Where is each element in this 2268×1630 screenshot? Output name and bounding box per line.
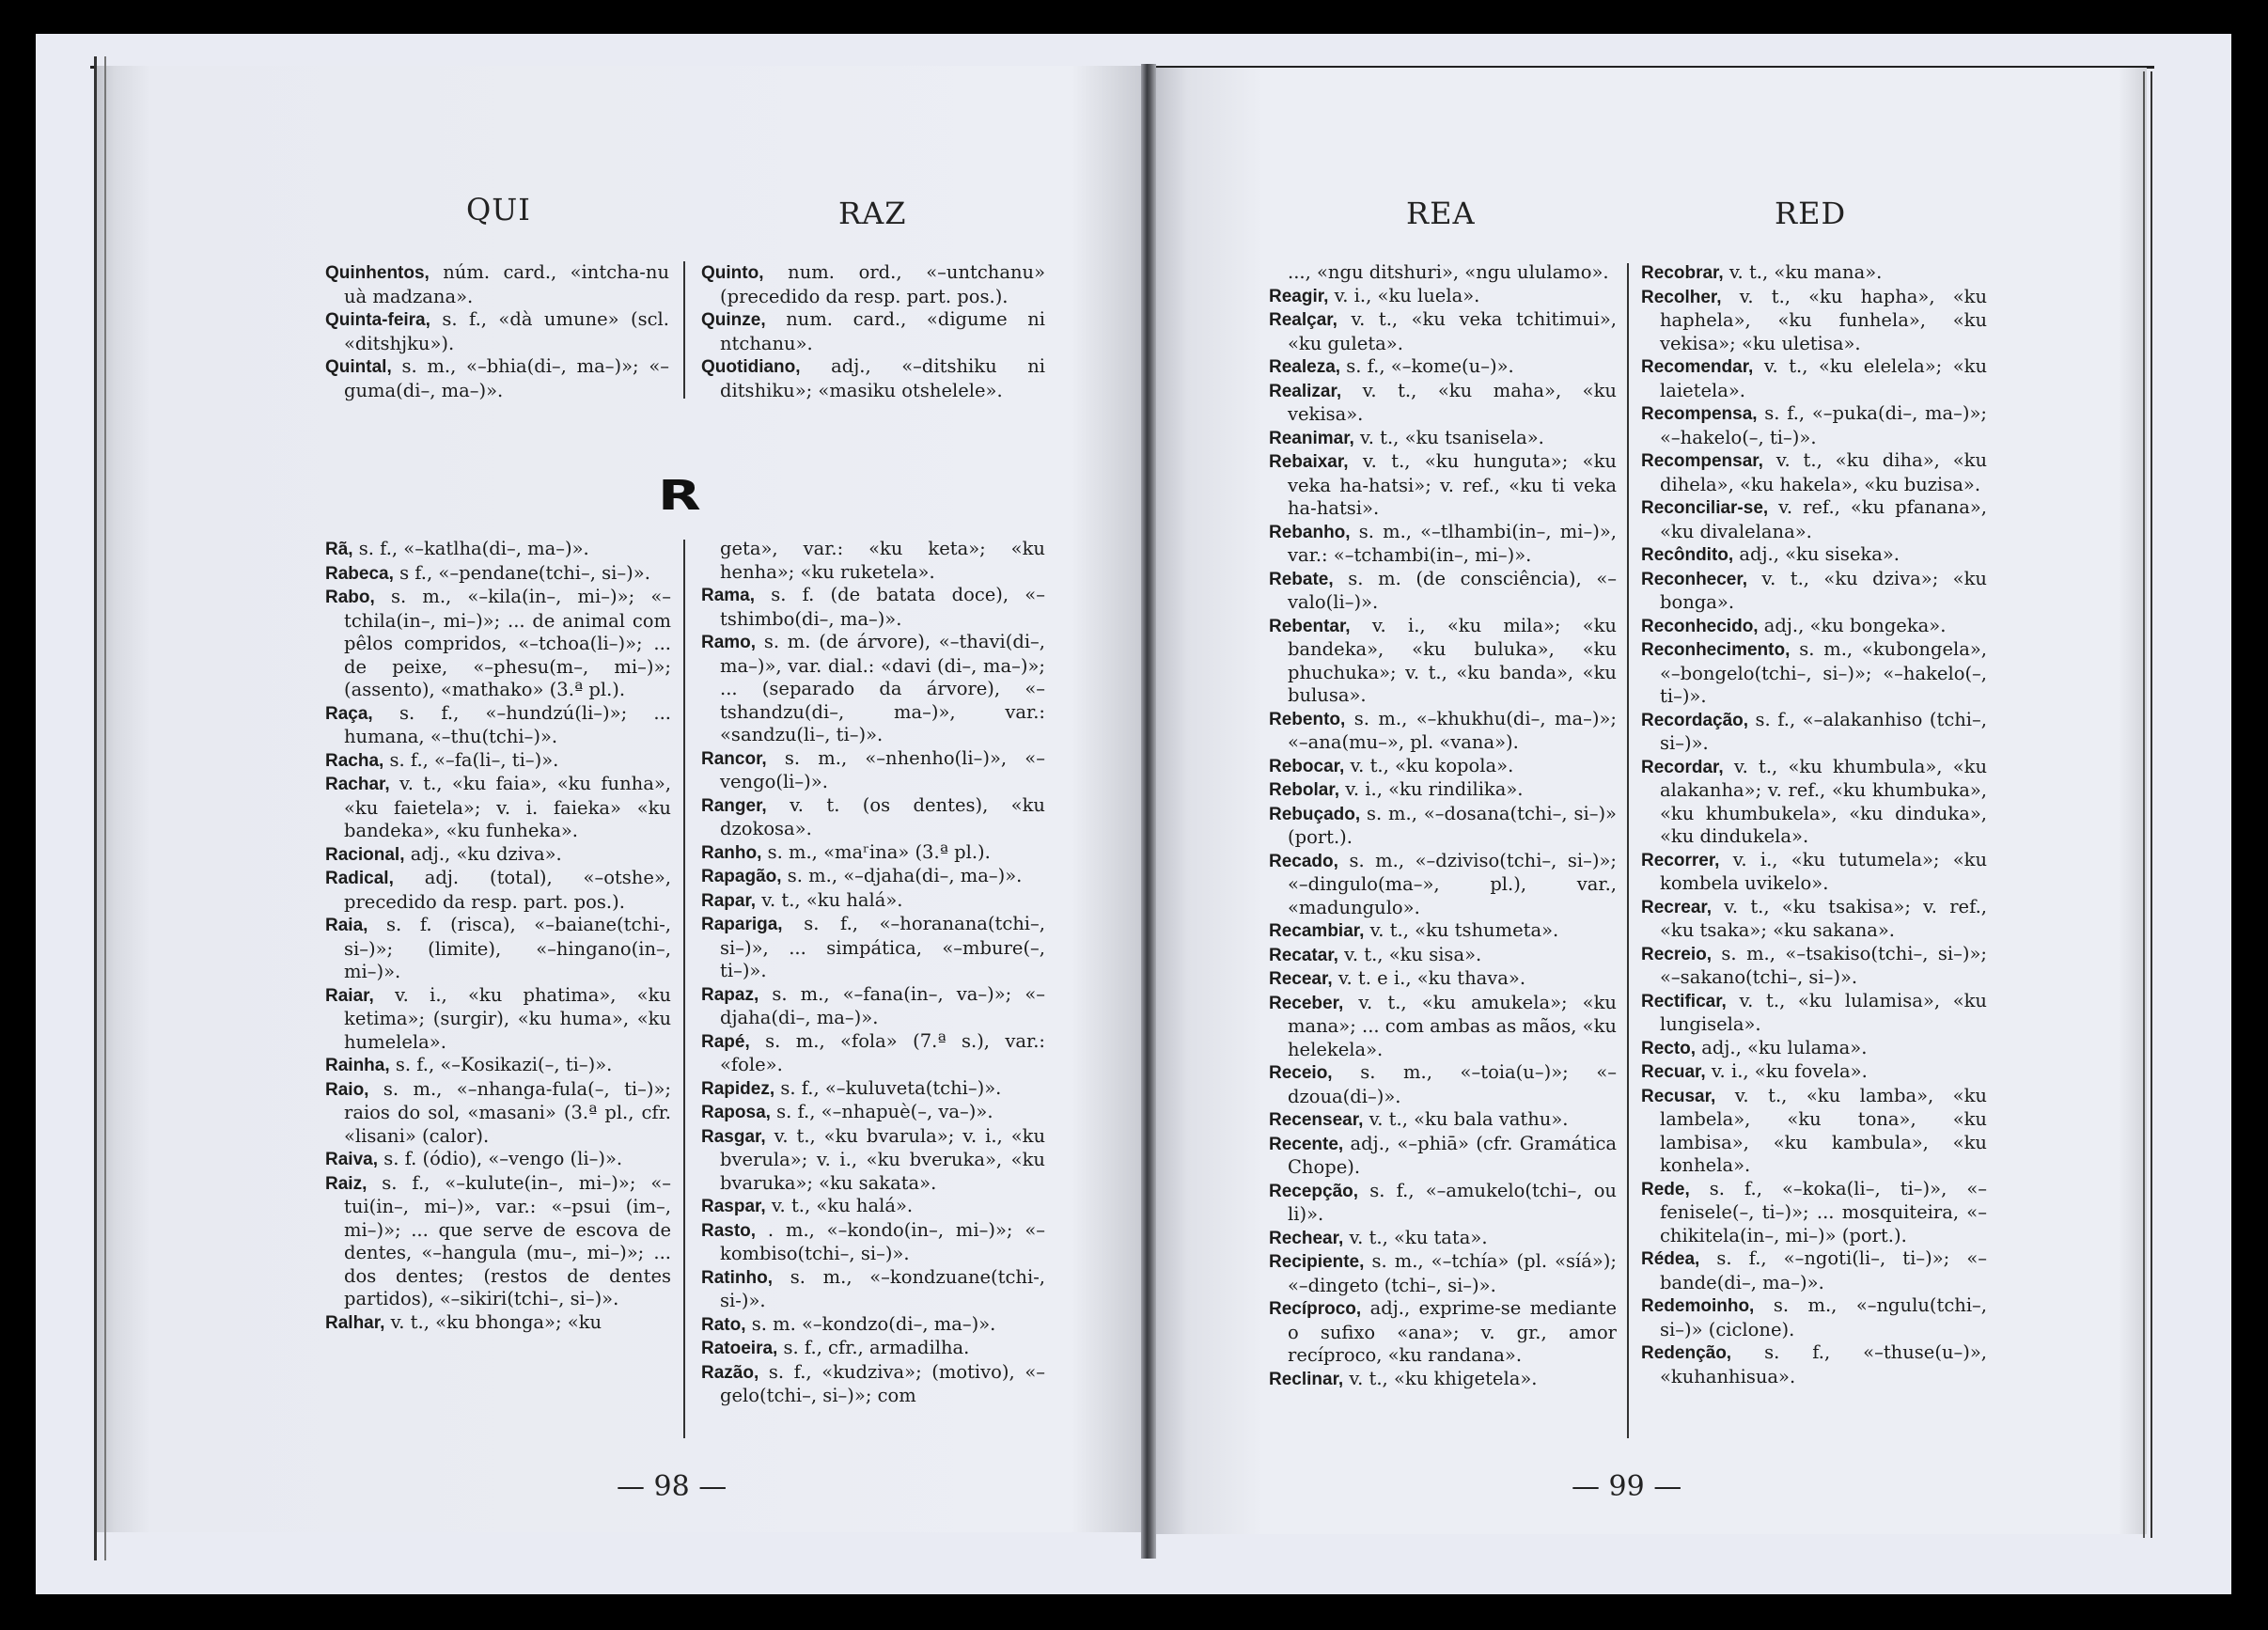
entry-headword: Rancor, xyxy=(701,748,767,769)
dictionary-entry xyxy=(701,983,1045,1030)
entry-definition: s. f., «–nhapuè(–, va–)». xyxy=(776,1101,993,1122)
entry-definition: s. f., «–kuluveta(tchi–)». xyxy=(780,1076,1002,1099)
entry-definition: v. t., «ku diha», «ku dihela», «ku hakela», «ku buzisa». xyxy=(1660,449,1988,495)
header-right-page-right: RED xyxy=(1775,196,1847,231)
dictionary-entry xyxy=(1269,944,1617,968)
entry-definition: s. m., «–tlhambi(in–, mi–)», var.: «–tchambi(in–, mi–)». xyxy=(1288,520,1617,566)
entry-definition: s. f., «–puka(di–, ma–)»; «–hakelo(–, ti–)». xyxy=(1660,402,1987,448)
entry-headword: Reconhecimento, xyxy=(1641,640,1791,660)
entry-headword: Recatar, xyxy=(1269,945,1338,965)
entry-definition: s. m., «–nhanga-fula(–, ti–)»; raios do sol, «masani» (3.ª pl., cfr. «lisani» (calor). xyxy=(344,1077,672,1147)
dictionary-entry xyxy=(1269,1250,1617,1297)
section-letter: R xyxy=(658,472,699,520)
entry-headword: Realeza, xyxy=(1269,357,1341,377)
entry-headword: Recobrar, xyxy=(1641,263,1724,283)
entry-definition: v. t., «ku halá». xyxy=(771,1195,914,1216)
entry-definition: s. f., «–horanana(tchi–, si–)», ... simpática, «–mbure(–, ti–)». xyxy=(720,913,1045,981)
dictionary-entry xyxy=(1269,261,1617,285)
dictionary-entry xyxy=(1641,496,1987,543)
entry-headword: Recusar, xyxy=(1641,1086,1716,1106)
book-gutter xyxy=(1141,64,1156,1559)
dictionary-entry xyxy=(1641,1060,1987,1085)
entry-definition: num. card., «digume ni ntchanu». xyxy=(720,308,1045,354)
dictionary-entry xyxy=(1641,543,1987,568)
dictionary-entry xyxy=(1269,1180,1617,1227)
dictionary-entry xyxy=(701,1313,1045,1338)
dictionary-entry xyxy=(1641,709,1987,756)
entry-headword: Recado, xyxy=(1269,851,1338,871)
dictionary-entry xyxy=(1269,992,1617,1062)
entry-definition: v. t., «ku tshumeta». xyxy=(1369,919,1559,941)
dictionary-entry xyxy=(1269,1061,1617,1108)
entry-headword: Recambiar, xyxy=(1269,921,1365,941)
entry-definition: v. t., «ku faia», «ku funha», «ku faietela»; v. i. faieka» «ku bandeka», «ku funheka». xyxy=(344,773,671,841)
dictionary-entry xyxy=(1269,427,1617,451)
entry-definition: v. t., «ku lamba», «ku lambela», «ku tona», «ku lambisa», «ku kambula», «ku konhela». xyxy=(1660,1084,1987,1176)
dictionary-entry xyxy=(701,308,1045,355)
entry-definition: s. m., «maʳina» (3.ª pl.). xyxy=(767,840,991,863)
dictionary-entry xyxy=(1269,803,1617,850)
entry-headword: Rasgar, xyxy=(701,1126,766,1147)
entry-definition: v. t., «ku hapha», «ku haphela», «ku funhela», «ku vekisa»; «ku uletisa». xyxy=(1660,285,1987,354)
entry-definition: s. m., «–djaha(di–, ma–)». xyxy=(787,865,1023,886)
entry-headword: Rapé, xyxy=(701,1031,750,1052)
entry-headword: Rabeca, xyxy=(325,563,394,584)
entry-definition: s. f., «–amukelo(tchi–, ou li)». xyxy=(1288,1179,1617,1225)
dictionary-entry xyxy=(1641,943,1987,990)
entry-headword: Raiar, xyxy=(325,985,374,1006)
entry-headword: Recear, xyxy=(1269,969,1333,989)
dictionary-entry xyxy=(325,355,669,402)
dictionary-entry xyxy=(701,631,1045,747)
entry-definition: s. f., «kudziva»; (motivo), «–gelo(tchi–, si–)»; com xyxy=(720,1360,1045,1406)
entry-definition: v. t., «ku tata». xyxy=(1349,1226,1488,1248)
dictionary-entry xyxy=(1641,286,1987,356)
entry-headword: Reconhecer, xyxy=(1641,569,1747,589)
entry-headword: Ratoeira, xyxy=(701,1339,778,1358)
dictionary-entry xyxy=(1641,1247,1987,1294)
entry-definition: s. m., «–tsakiso(tchi–, si–)»; «–sakano(tchi–, si–)». xyxy=(1660,942,1987,988)
entry-headword: Rede, xyxy=(1641,1179,1690,1199)
entry-headword: Recompensar, xyxy=(1641,451,1763,471)
entry-definition: adj. (total), «–otshe», precedido da resp. part. pos.). xyxy=(344,867,672,913)
dictionary-entry xyxy=(701,889,1045,914)
entry-headword: Raiva, xyxy=(325,1150,378,1169)
entry-definition: s. m. (de árvore), «–thavi(di–, ma–)», var. dial.: «davi (di–, ma–)»; ... (separado da árvore), «–tshandzu(di–, ma–)», var.: «sandzu(li–, ti–)». xyxy=(720,631,1046,745)
dictionary-entry xyxy=(701,355,1045,402)
right-column-2 xyxy=(1641,261,1987,1388)
entry-definition: . m., «–kondo(in–, mi–)»; «–kombiso(tchi–, si–)». xyxy=(720,1218,1045,1264)
dictionary-entry xyxy=(1269,615,1617,708)
dictionary-entry xyxy=(325,843,671,868)
dictionary-entry xyxy=(1641,1178,1987,1248)
entry-definition: v. ref., «ku pfanana», «ku divalelana». xyxy=(1660,496,1987,542)
entry-headword: Recíproco, xyxy=(1269,1299,1362,1319)
entry-definition: s. m. «–kondzo(di–, ma–)». xyxy=(751,1312,996,1335)
entry-headword: Recrear, xyxy=(1641,897,1713,917)
entry-headword: Redenção, xyxy=(1641,1343,1732,1363)
entry-definition: v. t., «ku bvarula»; v. i., «ku bverula»; v. i., «ku bveruka», «ku bvaruka»; «ku sakata». xyxy=(720,1124,1046,1194)
entry-definition: s. f. (ódio), «–vengo (li–)». xyxy=(383,1148,623,1169)
dictionary-entry xyxy=(325,562,671,587)
left-page-edge xyxy=(94,56,106,1560)
entry-headword: Realizar, xyxy=(1269,381,1342,401)
entry-definition: adj., «ku lulama». xyxy=(1701,1036,1868,1058)
dictionary-entry xyxy=(325,984,671,1055)
entry-headword: Recipiente, xyxy=(1269,1252,1365,1272)
entry-definition: s. f., «–Kosikazi(–, ti–)». xyxy=(395,1054,613,1075)
entry-headword: Rapagão, xyxy=(701,867,782,886)
entry-headword: Recolher, xyxy=(1641,287,1722,307)
entry-definition: v. t., «ku tsakisa»; v. ref., «ku tsaka»; «ku sakana». xyxy=(1660,895,1987,941)
column-rule xyxy=(683,261,685,399)
dictionary-entry xyxy=(1641,849,1987,896)
entry-headword: Ranho, xyxy=(701,842,762,863)
dictionary-entry xyxy=(325,773,671,843)
entry-definition: s. f. (risca), «–baiane(tchi-, si–)»; (limite), «–hingano(in–, mi–)». xyxy=(344,914,671,982)
dictionary-entry xyxy=(1269,285,1617,309)
entry-definition: num. ord., «–untchanu» (precedido da resp. part. pos.). xyxy=(720,261,1046,307)
entry-headword: Rebanho, xyxy=(1269,522,1351,542)
dictionary-entry xyxy=(701,1101,1045,1125)
dictionary-entry xyxy=(701,1195,1045,1219)
entry-definition: adj., «ku siseka». xyxy=(1739,543,1900,565)
entry-definition: s. m., «–toia(u–)»; «–dzoua(di–)». xyxy=(1288,1061,1617,1107)
entry-definition: v. t., «ku khigetela». xyxy=(1349,1367,1538,1389)
entry-definition: ..., «ngu ditshuri», «ngu ululamo». xyxy=(1288,261,1609,283)
entry-definition: v. i., «ku phatima», «ku ketima»; (surgir), «ku huma», «ku humelela». xyxy=(344,983,671,1053)
entry-headword: Quinze, xyxy=(701,310,766,330)
dictionary-entry xyxy=(1641,1341,1987,1388)
entry-headword: Recomendar, xyxy=(1641,357,1754,377)
dictionary-entry xyxy=(1269,568,1617,615)
dictionary-entry xyxy=(1269,355,1617,380)
entry-definition: s. m., «–khukhu(di–, ma–)»; «–ana(mu–», pl. «vana»). xyxy=(1288,707,1617,753)
left-main-column-1 xyxy=(325,538,671,1335)
entry-headword: Ranger, xyxy=(701,795,767,816)
entry-headword: Recente, xyxy=(1269,1134,1344,1154)
entry-headword: Raio, xyxy=(325,1079,369,1100)
dictionary-entry xyxy=(1641,402,1987,449)
entry-headword: Raiz, xyxy=(325,1173,368,1194)
dictionary-entry xyxy=(1269,967,1617,992)
entry-definition: v. t., «ku hunguta»; «ku veka ha-hatsi»; v. ref., «ku ti veka ha-hatsi». xyxy=(1288,450,1617,519)
entry-headword: Rebentar, xyxy=(1269,616,1351,636)
dictionary-entry xyxy=(1641,261,1987,286)
entry-headword: Rebolar, xyxy=(1269,780,1339,800)
entry-definition: s. m., «–ngulu(tchi–, si–)» (ciclone). xyxy=(1660,1294,1987,1340)
entry-definition: v. i., «ku mila»; «ku bandeka», «ku buluka», «ku phuchuka»; v. t., «ku banda», «ku bulusa». xyxy=(1288,614,1617,706)
dictionary-entry xyxy=(701,1125,1045,1196)
dictionary-entry xyxy=(1641,990,1987,1037)
entry-headword: Recto, xyxy=(1641,1038,1697,1058)
entry-definition: s. f., «–ngoti(li–, ti–)»; «–bande(di–, ma–)». xyxy=(1660,1247,1987,1293)
entry-headword: Reconciliar-se, xyxy=(1641,498,1769,518)
entry-definition: v. t., «ku tsanisela». xyxy=(1360,426,1544,448)
right-page-edge xyxy=(2143,71,2152,1538)
dictionary-entry xyxy=(325,749,671,774)
entry-headword: Racional, xyxy=(325,844,405,865)
entry-headword: Recordação, xyxy=(1641,710,1749,730)
entry-definition: adj., «–phiā» (cfr. Gramática Chope). xyxy=(1288,1132,1618,1178)
entry-definition: s. f., «–kome(u–)». xyxy=(1346,355,1514,377)
entry-headword: Reanimar, xyxy=(1269,428,1354,448)
dictionary-entry xyxy=(325,538,671,562)
entry-headword: Rachar, xyxy=(325,775,390,794)
entry-definition: v. t., «ku halá». xyxy=(761,888,903,911)
dictionary-entry xyxy=(1641,756,1987,849)
dictionary-entry xyxy=(1269,708,1617,755)
dictionary-entry xyxy=(1641,568,1987,615)
entry-definition: v. t., «ku kopola». xyxy=(1350,754,1514,776)
entry-headword: Rama, xyxy=(701,586,756,605)
entry-definition: adj., «ku bongeka». xyxy=(1763,614,1947,636)
entry-headword: Radical, xyxy=(325,869,394,888)
dictionary-entry xyxy=(1269,1368,1617,1392)
dictionary-entry xyxy=(1641,638,1987,709)
dictionary-entry xyxy=(1641,615,1987,639)
entry-headword: Raposa, xyxy=(701,1103,771,1122)
right-column-1 xyxy=(1269,261,1617,1391)
entry-headword: Rédea, xyxy=(1641,1249,1700,1269)
dictionary-entry xyxy=(701,913,1045,983)
entry-headword: Quintal, xyxy=(325,357,392,377)
entry-headword: Reagir, xyxy=(1269,286,1329,306)
dictionary-entry xyxy=(701,1266,1045,1313)
header-right-page-left: REA xyxy=(1406,196,1476,231)
entry-headword: Realçar, xyxy=(1269,310,1337,330)
dictionary-entry xyxy=(1269,380,1617,427)
dictionary-entry xyxy=(701,1219,1045,1266)
entry-definition: v. t., «ku mana». xyxy=(1728,261,1883,283)
entry-definition: s. f., «–kulute(in–, mi–)»; «–tui(in–, mi–)», var.: «–psui (im–, mi–)»; ... que serve de escova de dentes, «–hangula (mu–, mi–)»; ... dos dentes; (restos de dentes partidos), «–sikiri(tchi–, si–)». xyxy=(344,1171,671,1309)
entry-definition: v. t. (os dentes), «ku dzokosa». xyxy=(720,793,1045,839)
entry-headword: Ramo, xyxy=(701,633,757,652)
dictionary-entry xyxy=(701,1361,1045,1408)
entry-definition: v. t., «ku bala vathu». xyxy=(1369,1108,1569,1130)
dictionary-entry xyxy=(1641,896,1987,943)
entry-headword: Rapar, xyxy=(701,890,757,911)
dictionary-entry xyxy=(701,865,1045,889)
entry-headword: Rato, xyxy=(701,1314,746,1335)
entry-definition: v. t., «ku maha», «ku vekisa». xyxy=(1288,379,1617,425)
entry-headword: Rapariga, xyxy=(701,915,783,934)
entry-definition: v. t. e i., «ku thava». xyxy=(1337,967,1526,989)
entry-headword: Redemoinho, xyxy=(1641,1296,1755,1316)
entry-definition: s. m., «–kila(in–, mi–)»; «–tchila(in–, mi–)»; ... de animal com pêlos compridos, «–tchoa(li–)»; ... de peixe, «–phesu(m–, mi–)»; (assento), «mathako» (3.ª pl.). xyxy=(344,586,671,700)
dictionary-entry xyxy=(701,794,1045,841)
entry-definition: adj., exprime-se mediante o sufixo «ana»; v. gr., amor recíproco, «ku randana». xyxy=(1288,1297,1617,1366)
entry-definition: v. i., «ku fovela». xyxy=(1711,1060,1868,1082)
entry-definition: adj., «ku dziva». xyxy=(410,842,562,865)
entry-definition: v. t., «ku lulamisa», «ku lungisela». xyxy=(1660,989,1987,1035)
dictionary-entry xyxy=(1269,1227,1617,1251)
dictionary-entry xyxy=(325,586,671,702)
page-number-right: — 99 — xyxy=(1572,1470,1682,1503)
entry-definition: s. f. (de batata doce), «–tshimbo(di–, ma–)». xyxy=(720,584,1045,630)
dictionary-entry xyxy=(1269,850,1617,920)
entry-definition: s. m. (de consciência), «–valo(li–)». xyxy=(1288,567,1618,613)
entry-definition: v. i., «ku luela». xyxy=(1334,284,1480,306)
entry-definition: s. f., «–katlha(di–, ma–)». xyxy=(358,538,589,559)
entry-headword: Ralhar, xyxy=(325,1312,385,1333)
entry-headword: Recorrer, xyxy=(1641,850,1720,870)
entry-headword: Receber, xyxy=(1269,993,1344,1013)
entry-definition: v. t., «ku veka tchitimui», «ku guleta». xyxy=(1288,308,1617,354)
dictionary-entry xyxy=(701,1337,1045,1361)
entry-headword: Quinhentos, xyxy=(325,263,430,283)
entry-headword: Rabo, xyxy=(325,588,375,607)
entry-headword: Rebaixar, xyxy=(1269,452,1349,472)
entry-headword: Rebocar, xyxy=(1269,756,1345,776)
entry-headword: Quotidiano, xyxy=(701,357,801,377)
entry-definition: s. f., «–thuse(u–)», «kuhanhisua». xyxy=(1660,1341,1987,1387)
dictionary-entry xyxy=(701,584,1045,631)
entry-definition: v. t., «ku amukela»; «ku mana»; ... com ambas as mãos, «ku helekela». xyxy=(1288,991,1617,1060)
entry-headword: Raspar, xyxy=(701,1197,766,1216)
column-rule xyxy=(1627,263,1629,1438)
entry-definition: núm. card., «intcha-nu uà madzana». xyxy=(344,261,670,307)
dictionary-entry xyxy=(325,914,671,984)
dictionary-entry xyxy=(325,702,671,749)
entry-definition: v. t., «ku dziva»; «ku bonga». xyxy=(1660,567,1987,613)
entry-definition: v. t., «ku elelela»; «ku laietela». xyxy=(1660,355,1987,401)
entry-headword: Raia, xyxy=(325,916,368,935)
header-left-page-right: RAZ xyxy=(838,196,907,231)
entry-headword: Rectificar, xyxy=(1641,991,1727,1011)
dictionary-entry xyxy=(325,1054,671,1078)
dictionary-entry xyxy=(1641,1037,1987,1061)
entry-headword: Rainha, xyxy=(325,1056,390,1075)
entry-definition: s. m., «–bhia(di–, ma–)»; «–guma(di–, ma–)». xyxy=(344,355,669,401)
entry-definition: s. m., «–dziviso(tchi–, si–)»; «–dingulo(ma–», pl.), var., «madungulo». xyxy=(1288,849,1617,918)
header-left-page-left: QUI xyxy=(466,192,531,227)
dictionary-entry xyxy=(325,261,669,308)
dictionary-entry xyxy=(1641,355,1987,402)
entry-definition: geta», var.: «ku keta»; «ku henha»; «ku ruketela». xyxy=(720,538,1045,583)
dictionary-entry xyxy=(325,1172,671,1311)
entry-definition: s. f., «–hundzú(li–)»; ... humana, «–thu(tchi–)». xyxy=(344,701,671,747)
dictionary-entry xyxy=(1269,1297,1617,1368)
entry-headword: Quinto, xyxy=(701,263,764,283)
dictionary-entry xyxy=(1269,1133,1617,1180)
left-top-column-2 xyxy=(701,261,1045,402)
dictionary-entry xyxy=(701,261,1045,308)
dictionary-entry xyxy=(325,308,669,355)
entry-definition: v. i., «ku rindilika». xyxy=(1345,778,1524,800)
entry-headword: Reconhecido, xyxy=(1641,616,1759,636)
entry-definition: s. f., «–koka(li–, ti–)», «–fenisele(–, ti–)»; ... mosquiteira, «–chikitela(in–, mi–)» (port.). xyxy=(1660,1177,1988,1246)
dictionary-entry xyxy=(325,1148,671,1172)
entry-headword: Rapaz, xyxy=(701,984,759,1005)
dictionary-entry xyxy=(325,1311,671,1336)
dictionary-entry xyxy=(1641,1085,1987,1178)
dictionary-entry xyxy=(701,1030,1045,1077)
entry-headword: Rã, xyxy=(325,540,353,559)
dictionary-entry xyxy=(1269,1108,1617,1133)
entry-definition: s. m., «–fana(in–, va–)»; «–djaha(di–, ma–)». xyxy=(720,982,1045,1028)
entry-definition: s. m., «–nhenho(li–)», «–vengo(li–)». xyxy=(720,746,1045,792)
entry-headword: Recordar, xyxy=(1641,757,1724,777)
entry-headword: Rasto, xyxy=(701,1220,757,1241)
entry-definition: s. m., «fola» (7.ª s.), var.: «fole». xyxy=(720,1029,1045,1075)
entry-headword: Rebuçado, xyxy=(1269,804,1361,824)
left-top-column-1 xyxy=(325,261,669,402)
dictionary-entry xyxy=(1641,1294,1987,1341)
entry-definition: v. t., «ku khumbula», «ku alakanha»; v. ref., «ku khumbuka», «ku khumbukela», «ku dinduka», «ku dindukela». xyxy=(1660,755,1987,847)
page-number-left: — 98 — xyxy=(617,1470,727,1503)
dictionary-entry xyxy=(1269,450,1617,521)
entry-definition: s. f., cfr., armadilha. xyxy=(783,1337,970,1358)
left-main-column-2 xyxy=(701,538,1045,1408)
entry-headword: Rebento, xyxy=(1269,709,1346,729)
entry-definition: s. m., «–dosana(tchi–, si–)» (port.). xyxy=(1288,802,1617,848)
entry-headword: Rechear, xyxy=(1269,1228,1344,1248)
entry-definition: v. t., «ku sisa». xyxy=(1344,943,1482,965)
dictionary-entry xyxy=(325,867,671,914)
entry-definition: v. i., «ku tutumela»; «ku kombela uvikelo». xyxy=(1660,848,1988,894)
dictionary-entry xyxy=(1269,308,1617,355)
entry-definition: adj., «–ditshiku ni ditshiku»; «masiku otshelele». xyxy=(720,355,1045,401)
entry-definition: v. t., «ku bhonga»; «ku xyxy=(390,1310,602,1333)
dictionary-entry xyxy=(701,747,1045,794)
entry-headword: Recensear, xyxy=(1269,1110,1364,1130)
entry-definition: s. f., «–alakanhiso (tchi–, si–)». xyxy=(1660,708,1987,754)
entry-headword: Reclinar, xyxy=(1269,1369,1344,1389)
entry-headword: Recepção, xyxy=(1269,1181,1359,1201)
entry-headword: Recompensa, xyxy=(1641,404,1758,424)
entry-definition: s. m., «–kondzuane(tchi-, si-)». xyxy=(720,1265,1046,1311)
column-rule xyxy=(683,540,685,1438)
entry-definition: s. m., «–tchía» (pl. «síá»); «–dingeto (tchi–, si–)». xyxy=(1288,1250,1617,1296)
entry-headword: Racha, xyxy=(325,750,384,771)
entry-headword: Razão, xyxy=(701,1362,759,1383)
dictionary-entry xyxy=(1269,755,1617,779)
dictionary-entry xyxy=(325,1078,671,1149)
entry-headword: Recôndito, xyxy=(1641,545,1734,565)
entry-headword: Raça, xyxy=(325,703,373,724)
entry-headword: Rapidez, xyxy=(701,1078,775,1099)
entry-headword: Recuar, xyxy=(1641,1062,1706,1082)
entry-headword: Recreio, xyxy=(1641,944,1712,964)
dictionary-entry xyxy=(1269,778,1617,803)
dictionary-entry xyxy=(1641,449,1987,496)
entry-headword: Quinta-feira, xyxy=(325,310,430,330)
dictionary-entry xyxy=(701,1077,1045,1102)
entry-headword: Receio, xyxy=(1269,1063,1333,1083)
entry-headword: Rebate, xyxy=(1269,569,1334,589)
dictionary-entry xyxy=(1269,919,1617,944)
entry-definition: s. m., «kubongela», «–bongelo(tchi–, si–)»; «–hakelo(–, ti–)». xyxy=(1660,638,1987,707)
entry-definition: s f., «–pendane(tchi–, si–)». xyxy=(399,561,650,584)
dictionary-entry xyxy=(701,538,1045,584)
dictionary-entry xyxy=(701,841,1045,866)
entry-headword: Ratinho, xyxy=(701,1267,773,1288)
entry-definition: s. f., «dà umune» (scl. «ditshjku»). xyxy=(344,308,669,354)
dictionary-entry xyxy=(1269,521,1617,568)
entry-definition: s. f., «–fa(li–, ti–)». xyxy=(389,748,559,771)
